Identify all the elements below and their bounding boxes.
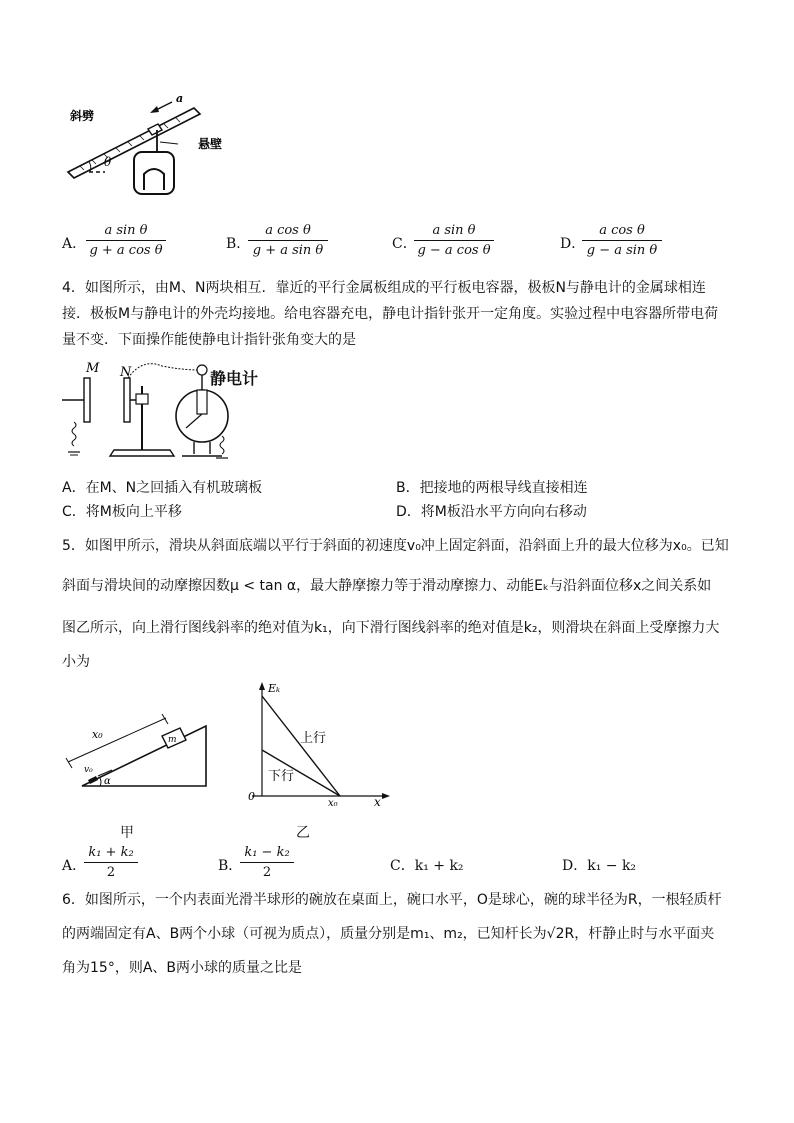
- q5-line-3: 图乙所示，向上滑行图线斜率的绝对值为k₁，向下滑行图线斜率的绝对值是k₂，则滑块在斜面上受摩擦力大: [62, 620, 720, 636]
- q5-option-c: C．k₁ + k₂: [390, 858, 464, 874]
- q3-figure: [60, 90, 260, 200]
- q3-option-d-fraction: [582, 222, 662, 259]
- q5-option-b-letter: B．: [218, 858, 243, 874]
- q3-option-b-num: a cos θ: [265, 223, 311, 238]
- q6-line-1: 6．如图所示，一个内表面光滑半球形的碗放在桌面上，碗口水平，O是球心，碗的球半径为R，一根轻质杆: [62, 892, 722, 908]
- q6-line-3: 角为15°，则A、B两小球的质量之比是: [62, 960, 302, 976]
- q3-option-a-letter: A．: [62, 236, 87, 252]
- q3-option-d-letter: D．: [560, 236, 586, 252]
- q3-option-c-letter: C．: [392, 236, 417, 252]
- q5-jia-x0-label: x₀: [92, 728, 103, 741]
- q4-plate-m-label: M: [86, 361, 100, 376]
- q5-option-b-den: 2: [262, 865, 272, 880]
- q3-theta-label: θ: [104, 155, 112, 169]
- q5-option-a-den: 2: [106, 865, 116, 880]
- q5-yi-origin-label: 0: [248, 790, 255, 803]
- q4-option-a: A．在M、N之回插入有机玻璃板: [62, 480, 263, 496]
- q5-option-a-letter: A．: [62, 858, 87, 874]
- q3-option-b-den: g + a sin θ: [252, 243, 324, 258]
- q4-option-c: C．将M板向上平移: [62, 504, 182, 520]
- q4-plate-n-label: N: [120, 365, 132, 380]
- q6-line-2: 的两端固定有A、B两个小球（可视为质点），质量分别是m₁、m₂，已知杆长为√2R，杆静止时与水平面夹: [62, 926, 715, 942]
- q3-option-b-fraction: [248, 222, 328, 259]
- q3-option-c-num: a sin θ: [432, 223, 476, 238]
- q3-option-d-num: a cos θ: [599, 223, 645, 238]
- q5-jia-v0-label: v₀: [84, 765, 93, 775]
- q5-yi-x0-label: x₀: [328, 798, 338, 808]
- q4-line-2: 接．极板M与静电计的外壳均接地。给电容器充电，静电计指针张开一定角度。实验过程中电容器所带电荷: [62, 306, 719, 322]
- q5-option-a-num: k₁ + k₂: [88, 845, 134, 860]
- q4-option-d: D．将M板沿水平方向向右移动: [396, 504, 587, 520]
- q5-yi-x-label: x: [374, 795, 381, 808]
- q3-option-b-letter: B．: [226, 236, 251, 252]
- q5-option-b-num: k₁ − k₂: [244, 845, 290, 860]
- q3-option-c-den: g − a cos θ: [417, 243, 491, 258]
- q5-option-a-fraction: [84, 844, 138, 881]
- q3-option-a-den: g + a cos θ: [89, 243, 163, 258]
- q5-figure-jia: [62, 696, 222, 796]
- q5-caption-yi: 乙: [296, 825, 310, 841]
- q3-a-label: a: [176, 92, 184, 105]
- q5-yi-ek-label: Eₖ: [268, 682, 281, 695]
- q5-yi-down-label: 下行: [268, 769, 295, 784]
- q4-meter-label: 静电计: [210, 369, 259, 388]
- q5-line-2: 斜面与滑块间的动摩擦因数μ < tan α，最大静摩擦力等于滑动摩擦力、动能Eₖ与沿斜面位移x之间关系如: [62, 578, 712, 594]
- q5-caption-jia: 甲: [120, 825, 134, 841]
- q3-option-c-fraction: [414, 222, 494, 259]
- q3-slope-label: 斜劈: [70, 109, 95, 123]
- q5-jia-m-label: m: [168, 735, 177, 745]
- q5-line-1: 5．如图甲所示，滑块从斜面底端以平行于斜面的初速度v₀冲上固定斜面，沿斜面上升的最大位移为x₀。已知: [62, 538, 729, 554]
- q4-line-3: 量不变．下面操作能使静电计指针张角变大的是: [62, 332, 356, 348]
- q5-jia-alpha-label: α: [104, 776, 111, 787]
- q4-line-1: 4．如图所示，由M、N两块相互．靠近的平行金属板组成的平行板电容器，极板N与静电计的金属球相连: [62, 280, 706, 296]
- q4-option-b: B．把接地的两根导线直接相连: [396, 480, 588, 496]
- q5-figure-yi: [240, 678, 390, 808]
- q5-option-d: D．k₁ − k₂: [562, 858, 637, 874]
- q3-wall-label: 悬壁: [198, 137, 223, 151]
- q3-option-a-num: a sin θ: [104, 223, 148, 238]
- q5-line-4: 小为: [62, 654, 90, 670]
- q3-option-d-den: g − a sin θ: [586, 243, 658, 258]
- q3-option-a-fraction: [86, 222, 166, 259]
- q5-yi-up-label: 上行: [300, 731, 327, 746]
- q5-option-b-fraction: [240, 844, 294, 881]
